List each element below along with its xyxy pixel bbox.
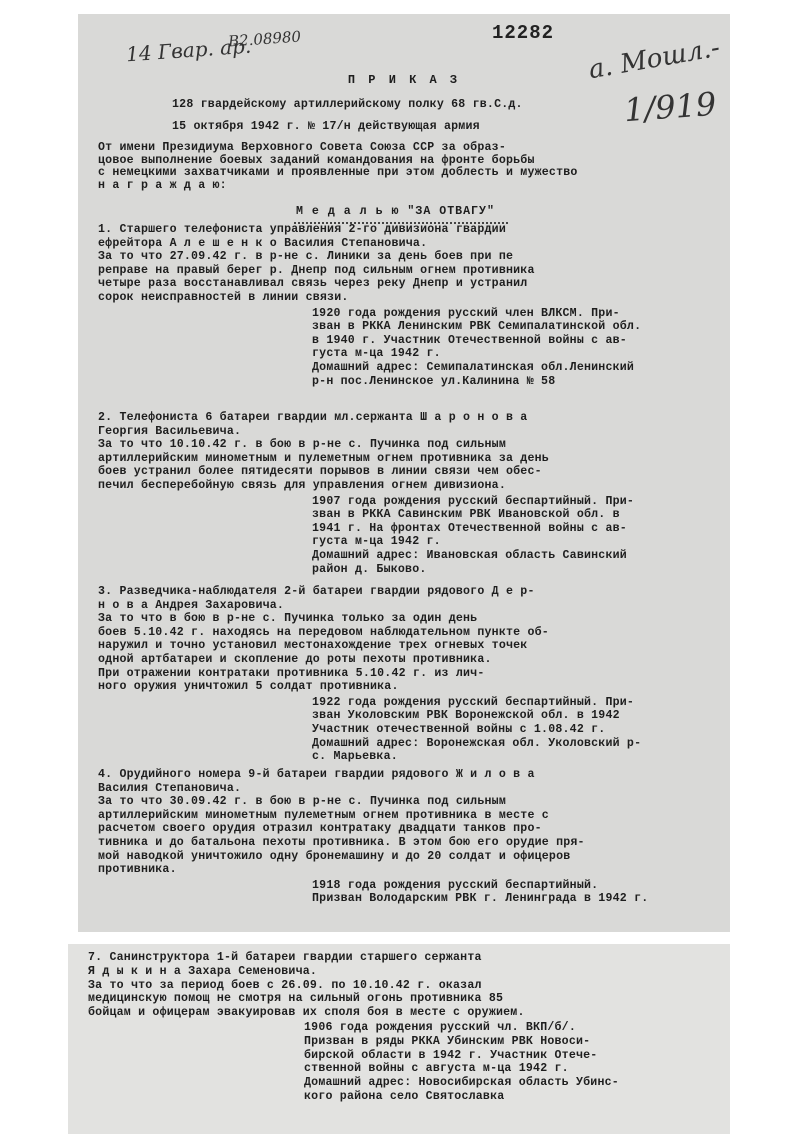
award-text-line: ного оружия уничтожил 5 солдат противника. [98, 680, 399, 694]
award-text-line: артиллерийским минометным пулеметным огнем противника в месте с [98, 808, 549, 822]
order-regiment-line: 128 гвардейскому артиллерийскому полку 68 гв.С.д. [172, 98, 523, 111]
preamble-line: н а г р а ж д а ю: [98, 178, 227, 192]
fragment-detail-line: Призван в ряды РККА Убинским РВК Новоси- [304, 1034, 591, 1048]
order-fragment-item-7 [68, 944, 730, 1134]
award-text-line: Василия Степановича. [98, 781, 242, 795]
fragment-detail-line: кого района село Святославка [304, 1090, 505, 1103]
fragment-detail-line: бирской области в 1942 г. Участник Отече- [304, 1048, 598, 1062]
award-detail-line: 1907 года рождения русский беспартийный. При- [312, 494, 635, 508]
fragment-detail-line: Домашний адрес: Новосибирская область Убинс- [304, 1076, 619, 1090]
award-text-line: 4. Орудийного номера 9-й батареи гвардии рядового Ж и л о в а [98, 768, 535, 781]
award-detail-line: с. Марьевка. [312, 750, 398, 764]
award-text-line: За то что 30.09.42 г. в бою в р-не с. Пучинка под сильным [98, 795, 506, 809]
award-detail-line: район д. Быково. [312, 562, 427, 576]
award-text-line: тивника и до батальона пехоты противника. В этом бою его орудие пря- [98, 836, 585, 849]
award-detail-line: зван в РККА Ленинским РВК Семипалатинской обл. [312, 320, 642, 334]
preamble-line: с немецкими захватчиками и проявленные при этом доблесть и мужество [98, 166, 578, 180]
handwritten-archive-note: 14 Гвар. ар. [125, 33, 252, 67]
fragment-text-line: За то что за период боев с 26.09. по 10.10.42 г. оказал [88, 978, 482, 992]
preamble-line: цовое выполнение боевых заданий командования на фронте борьбы [98, 153, 535, 167]
award-detail-line: густа м-ца 1942 г. [312, 347, 441, 361]
award-detail-line: Домашний адрес: Ивановская область Савинский [312, 549, 627, 562]
award-detail-line: густа м-ца 1942 г. [312, 535, 441, 549]
order-date-line: 15 октября 1942 г. № 17/н действующая армия [172, 120, 480, 133]
award-text-line: сорок неисправностей в линии связи. [98, 291, 349, 304]
award-detail-line: р-н пос.Ленинское ул.Калинина № 58 [312, 374, 556, 388]
handwritten-signature-note: a. Мошл.- [586, 32, 723, 86]
award-text-line: Георгия Васильевича. [98, 424, 242, 438]
award-text-line: 3. Разведчика-наблюдателя 2-й батареи гвардии рядового Д е р- [98, 585, 535, 598]
award-text-line: При отражении контратаки противника 5.10.42 г. из лич- [98, 666, 485, 680]
medal-heading: М е д а л ь ю "ЗА ОТВАГУ" [296, 205, 495, 218]
award-detail-line: 1918 года рождения русский беспартийный. [312, 878, 599, 892]
award-text-line: печил бесперебойную связь для управления огнем дивизиона. [98, 479, 506, 492]
award-text-line: За то что 10.10.42 г. в бою в р-не с. Пучинка под сильным [98, 438, 506, 452]
fragment-text-line: бойцам и офицерам эвакуировав их споля боя в месте с оружием. [88, 1006, 525, 1020]
award-detail-line: Домашний адрес: Семипалатинская обл.Ленинский [312, 361, 635, 374]
award-text-line: артиллерийским минометным и пулеметным огнем противника за день [98, 451, 549, 465]
award-text-line: реправе на правый берег р. Днепр под сильным огнем противника [98, 263, 535, 277]
archive-stamp-code: B2.08980 [227, 27, 302, 51]
award-detail-line: Призван Володарским РВК г. Ленинграда в 1942 г. [312, 892, 649, 906]
award-text-line: 2. Телефониста 6 батареи гвардии мл.сержанта Ш а р о н о в а [98, 411, 528, 424]
fragment-detail-line: 1906 года рождения русский чл. ВКП/б/. [304, 1021, 576, 1034]
award-text-line: мой наводкой уничтожило одну бронемашину и до 20 солдат и офицеров [98, 849, 571, 863]
award-text-line: боев устранил более пятидесяти порывов в линии связи чем обес- [98, 465, 542, 479]
award-text-line: 1. Старшего телефониста управления 2-го дивизиона гвардии [98, 223, 506, 236]
award-detail-line: зван Уколовским РВК Воронежской обл. в 1942 [312, 709, 620, 723]
order-document-page [78, 14, 730, 932]
order-title: П Р И К А З [347, 73, 461, 87]
award-text-line: наружил и точно установил местонахождение трех огневых точек [98, 639, 528, 653]
award-text-line: За то что 27.09.42 г. в р-не с. Линики за день боев при пе [98, 250, 514, 264]
award-detail-line: 1922 года рождения русский беспартийный. При- [312, 695, 635, 709]
award-detail-line: зван в РККА Савинским РВК Ивановской обл. в [312, 508, 620, 522]
preamble-line: От имени Президиума Верховного Совета Союза ССР за образ- [98, 141, 506, 154]
handwritten-file-number: 1/919 [622, 84, 718, 130]
award-text-line: н о в а Андрея Захаровича. [98, 598, 285, 612]
award-detail-line: 1920 года рождения русский член ВЛКСМ. При- [312, 306, 620, 320]
fragment-detail-line: ственной войны с августа м-ца 1942 г. [304, 1062, 569, 1076]
award-detail-line: Домашний адрес: Воронежская обл. Уколовский р- [312, 736, 642, 750]
award-text-line: расчетом своего орудия отразил контратаку двадцати танков про- [98, 822, 542, 836]
award-text-line: противника. [98, 863, 177, 877]
award-text-line: ефрейтора А л е ш е н к о Василия Степановича. [98, 236, 428, 250]
award-detail-line: в 1940 г. Участник Отечественной войны с ав- [312, 333, 627, 347]
award-text-line: четыре раза восстанавливал связь через реку Днепр и устранил [98, 277, 528, 291]
fragment-text-line: медицинскую помощ не смотря на сильный огонь противника 85 [88, 992, 504, 1006]
award-text-line: За то что в бою в р-не с. Пучинка только за один день [98, 612, 478, 626]
award-detail-line: Участник отечественной войны с 1.08.42 г. [312, 723, 606, 736]
award-text-line: одной артбатареи и скопление до роты пехоты противника. [98, 653, 492, 666]
award-text-line: боев 5.10.42 г. находясь на передовом наблюдательном пункте об- [98, 625, 549, 639]
award-detail-line: 1941 г. На фронтах Отечественной войны с ав- [312, 521, 627, 535]
archive-stamp-number: 12282 [492, 22, 555, 44]
fragment-text-line: Я д ы к и н а Захара Семеновича. [88, 964, 318, 978]
fragment-text-line: 7. Санинструктора 1-й батареи гвардии старшего сержанта [88, 951, 482, 964]
